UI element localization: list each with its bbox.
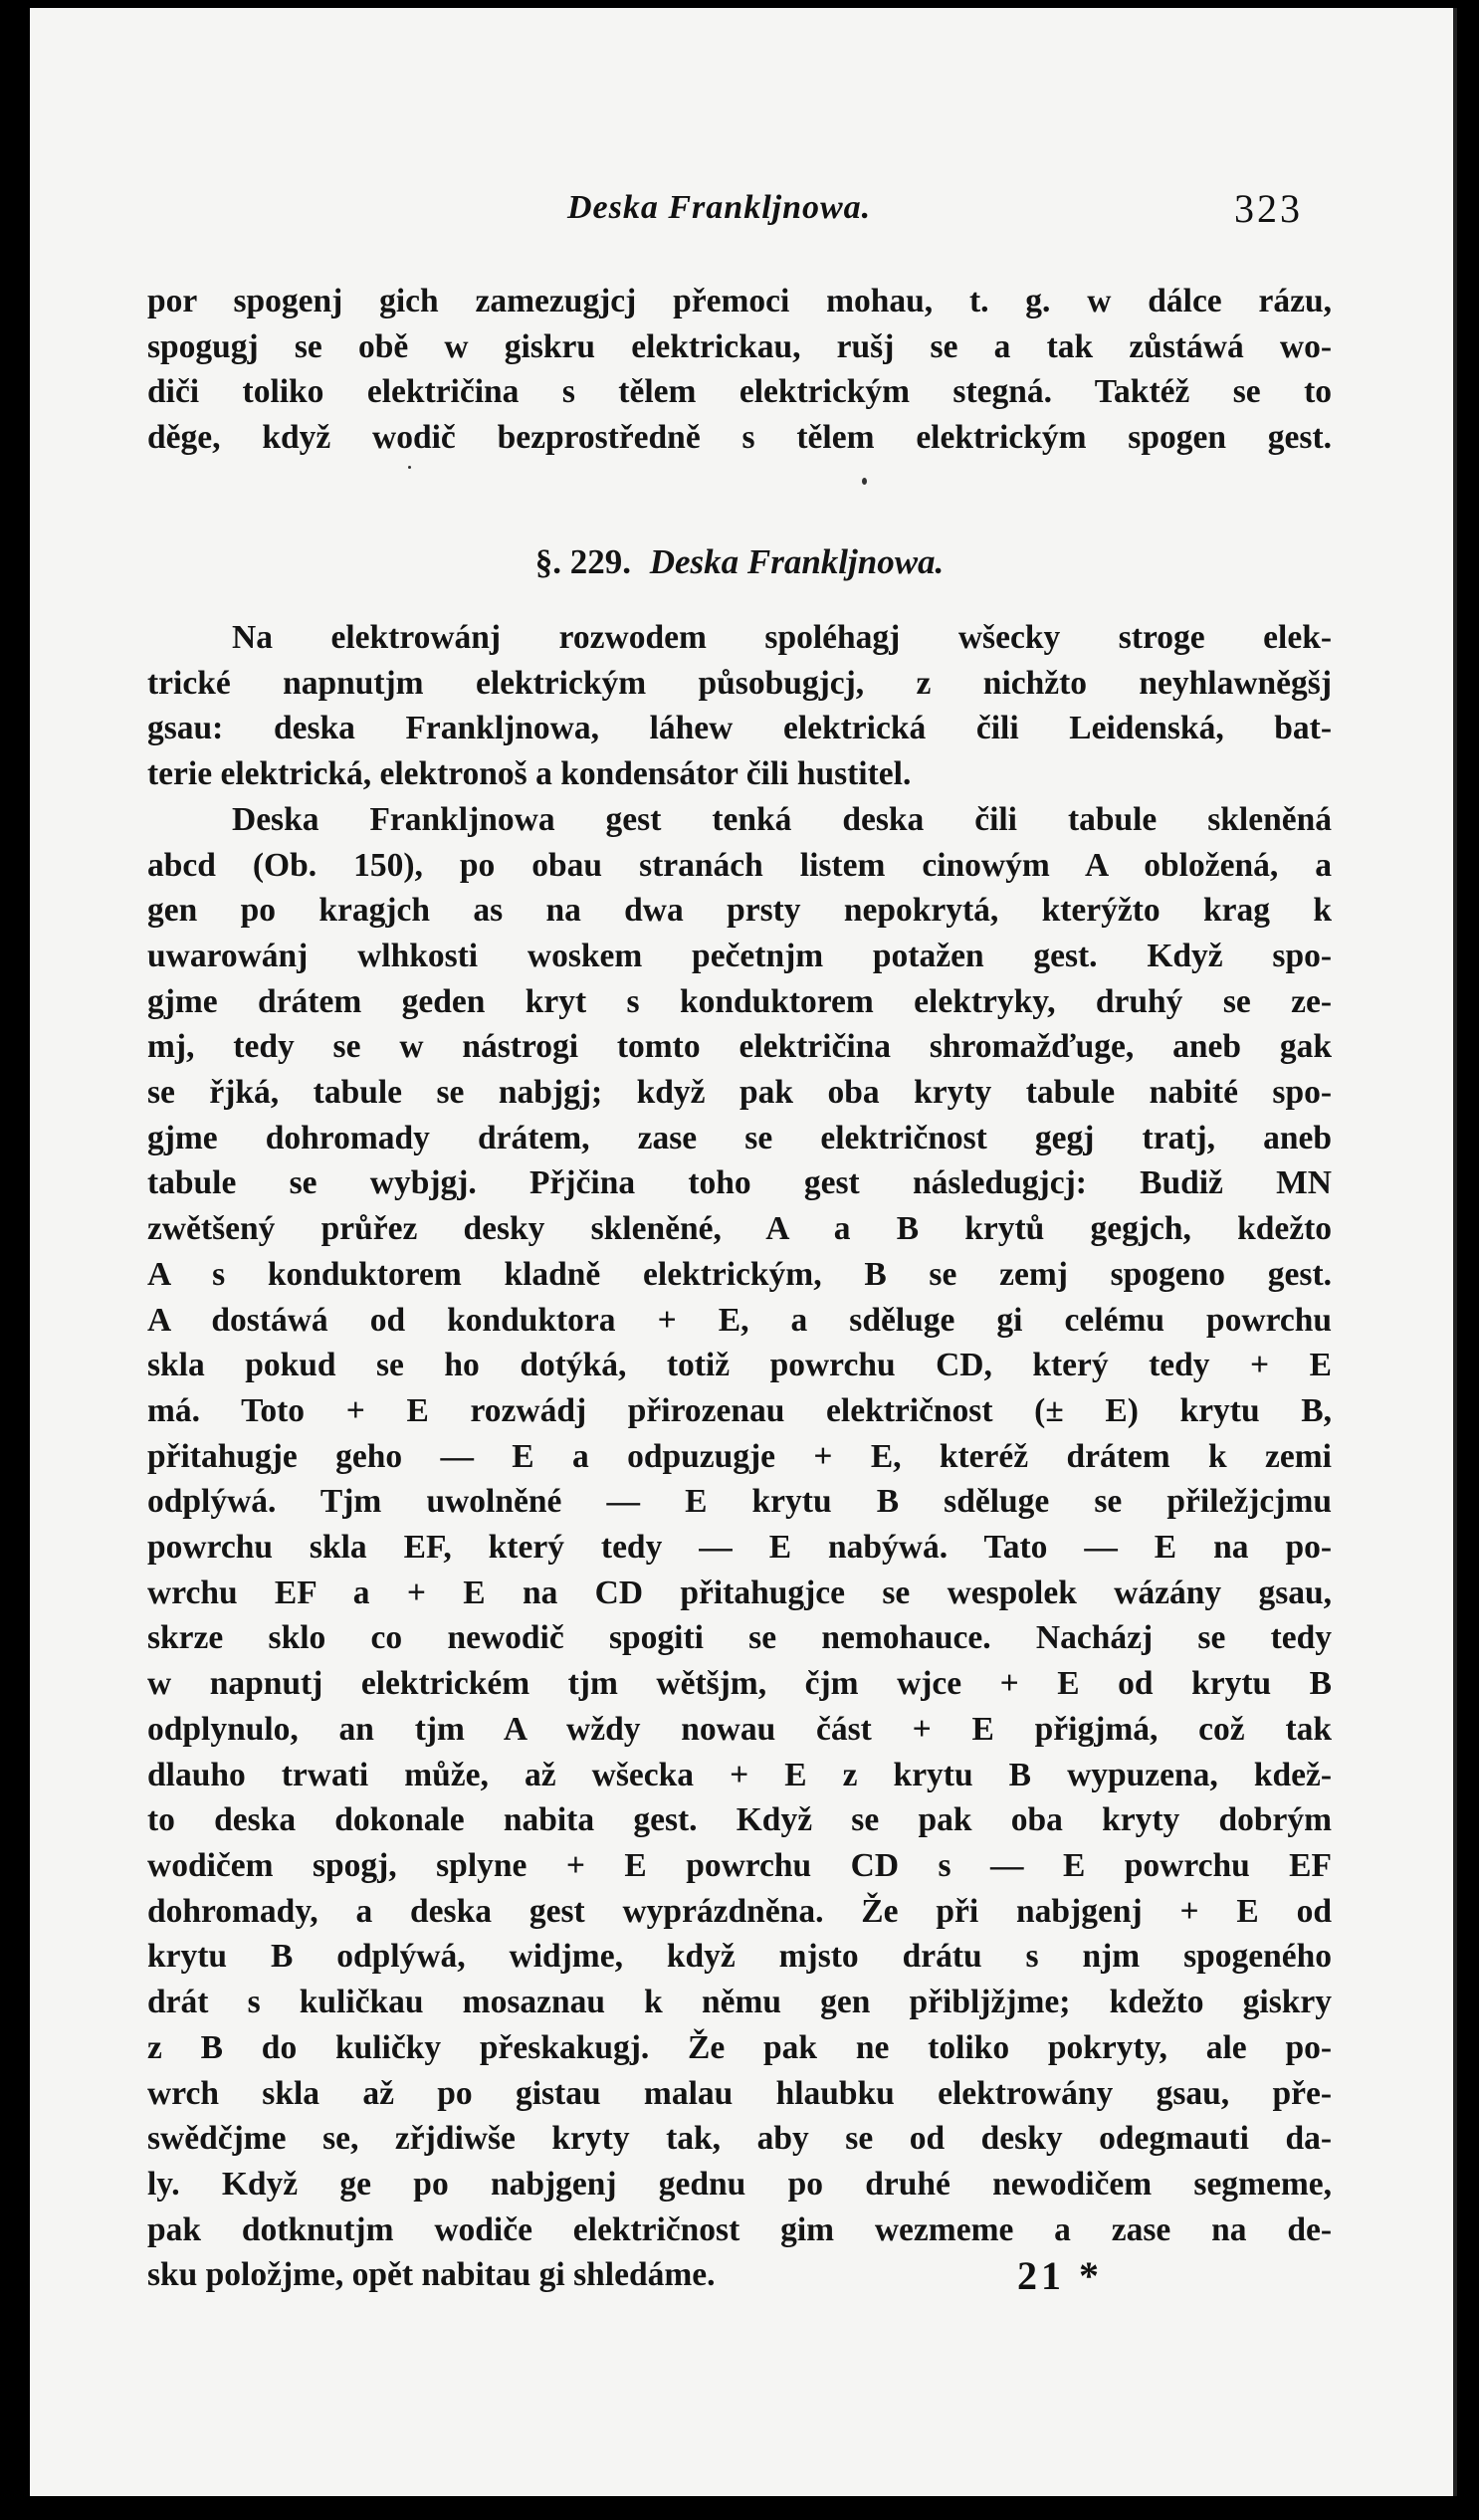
text-line: spogugj se obě w giskru elektrickau, rušj se a tak zůstáwá wo- <box>147 327 1332 365</box>
paragraph-description <box>147 797 1332 2298</box>
text-line: wrch skla až po gistau malau hlaubku elektrowány gsau, pře- <box>147 2074 1332 2112</box>
text-line: odplýwá. Tjm uwolněné — E krytu B sděluge se přiležjcjmu <box>147 1483 1332 1521</box>
text-line: z B do kuličky přeskakugj. Že pak ne toliko pokryty, ale po- <box>147 2028 1332 2066</box>
text-line: dohromady, a deska gest wyprázdněna. Že při nabjgenj + E od <box>147 1892 1332 1930</box>
section-body <box>147 615 1332 2298</box>
text-line: A s konduktorem kladně elektrickým, B se zemj spogeno gest. <box>147 1255 1332 1293</box>
section-label: Deska Frankljnowa. <box>649 542 945 581</box>
text-line: abcd (Ob. 150), po obau stranách listem cinowým A obložená, a <box>147 846 1332 884</box>
text-line: se řjká, tabule se nabjgj; když pak oba kryty tabule nabité spo- <box>147 1074 1332 1112</box>
text-line: gsau: deska Frankljnowa, láhew elektrická čili Leidenská, bat- <box>147 710 1332 747</box>
text-line: přitahugje geho — E a odpuzugje + E, kteréž drátem k zemi <box>147 1437 1332 1475</box>
text-line: diči toliko električina s tělem elektrickým stegná. Taktéž se to <box>147 373 1332 411</box>
running-head <box>30 186 1453 239</box>
paragraph-intro <box>147 615 1332 797</box>
text-line: má. Toto + E rozwádj přirozenau električnost (± E) krytu B, <box>147 1391 1332 1429</box>
text-line: gjme drátem geden kryt s konduktorem elektryky, druhý se ze- <box>147 982 1332 1020</box>
text-line: gen po kragjch as na dwa prsty nepokrytá, kterýžto krag k <box>147 892 1332 930</box>
text-line: powrchu skla EF, který tedy — E nabýwá. Tato — E na po- <box>147 1529 1332 1567</box>
text-line: ly. Když ge po nabjgenj gednu po druhé newodičem segmeme, <box>147 2165 1332 2203</box>
text-line: skrze sklo co newodič spogiti se nemohauce. Nacházj se tedy <box>147 1619 1332 1657</box>
ink-speck <box>408 466 411 469</box>
text-line: drát s kuličkau mosaznau k němu gen přibljžjme; kdežto giskry <box>147 1984 1332 2021</box>
text-line: A dostáwá od konduktora + E, a sděluge gi celému powrchu <box>147 1301 1332 1339</box>
running-title: Deska Frankljnowa. <box>567 189 872 226</box>
page-number: 323 <box>1234 186 1303 231</box>
text-line: uwarowánj wlhkosti woskem pečetnjm potažen gest. Když spo- <box>147 937 1332 974</box>
text-line: sku položjme, opět nabitau gi shledáme. <box>147 2256 716 2294</box>
text-line: wrchu EF a + E na CD přitahugjce se wespolek wázány gsau, <box>147 1574 1332 1611</box>
text-line: odplynulo, an tjm A wždy nowau část + E přigjmá, což tak <box>147 1710 1332 1748</box>
book-page <box>30 8 1457 2496</box>
text-line: por spogenj gich zamezugjcj přemoci mohau, t. g. w dálce rázu, <box>147 283 1332 319</box>
text-line: gjme dohromady drátem, zase se električnost gegj tratj, aneb <box>147 1119 1332 1156</box>
text-line: skla pokud se ho dotýká, totiž powrchu CD, který tedy + E <box>147 1347 1332 1384</box>
text-line: wodičem spogj, splyne + E powrchu CD s — E powrchu EF <box>147 1846 1332 1884</box>
text-line: dlauho trwati může, až wšecka + E z krytu B wypuzena, kdež- <box>147 1756 1332 1793</box>
text-line: zwětšený průřez desky skleněné, A a B krytů gegjch, kdežto <box>147 1210 1332 1248</box>
ink-speck <box>862 478 867 485</box>
text-line: pak dotknutjm wodiče električnost gim wezmeme a zase na de- <box>147 2210 1332 2248</box>
text-line: terie elektrická, elektronoš a kondensátor čili hustitel. <box>147 755 912 793</box>
text-line: to deska dokonale nabita gest. Když se pak oba kryty dobrým <box>147 1801 1332 1839</box>
text-line: děge, když wodič bezprostředně s tělem elektrickým spogen gest. <box>147 419 1332 457</box>
text-line: Na elektrowánj rozwodem spoléhagj wšecky stroge elek- <box>232 619 1332 656</box>
section-number: §. 229. <box>534 542 631 581</box>
section-heading <box>147 539 1332 585</box>
text-line: swědčjme se, zřjdiwše kryty tak, aby se od desky odegmauti da- <box>147 2120 1332 2158</box>
text-line: krytu B odplýwá, widjme, když mjsto drátu s njm spogeného <box>147 1938 1332 1976</box>
text-line: mj, tedy se w nástrogi tomto električina shromažďuge, aneb gak <box>147 1028 1332 1066</box>
text-line: w napnutj elektrickém tjm wětšjm, čjm wjce + E od krytu B <box>147 1665 1332 1703</box>
paragraph-continued <box>147 279 1332 461</box>
text-line: trické napnutjm elektrickým působugjcj, z nichžto neyhlawněgšj <box>147 664 1332 702</box>
text-line: tabule se wybjgj. Přjčina toho gest následugjcj: Budiž MN <box>147 1164 1332 1202</box>
text-line: Deska Frankljnowa gest tenká deska čili tabule skleněná <box>232 800 1332 838</box>
signature-mark: 21 * <box>1017 2253 1103 2298</box>
